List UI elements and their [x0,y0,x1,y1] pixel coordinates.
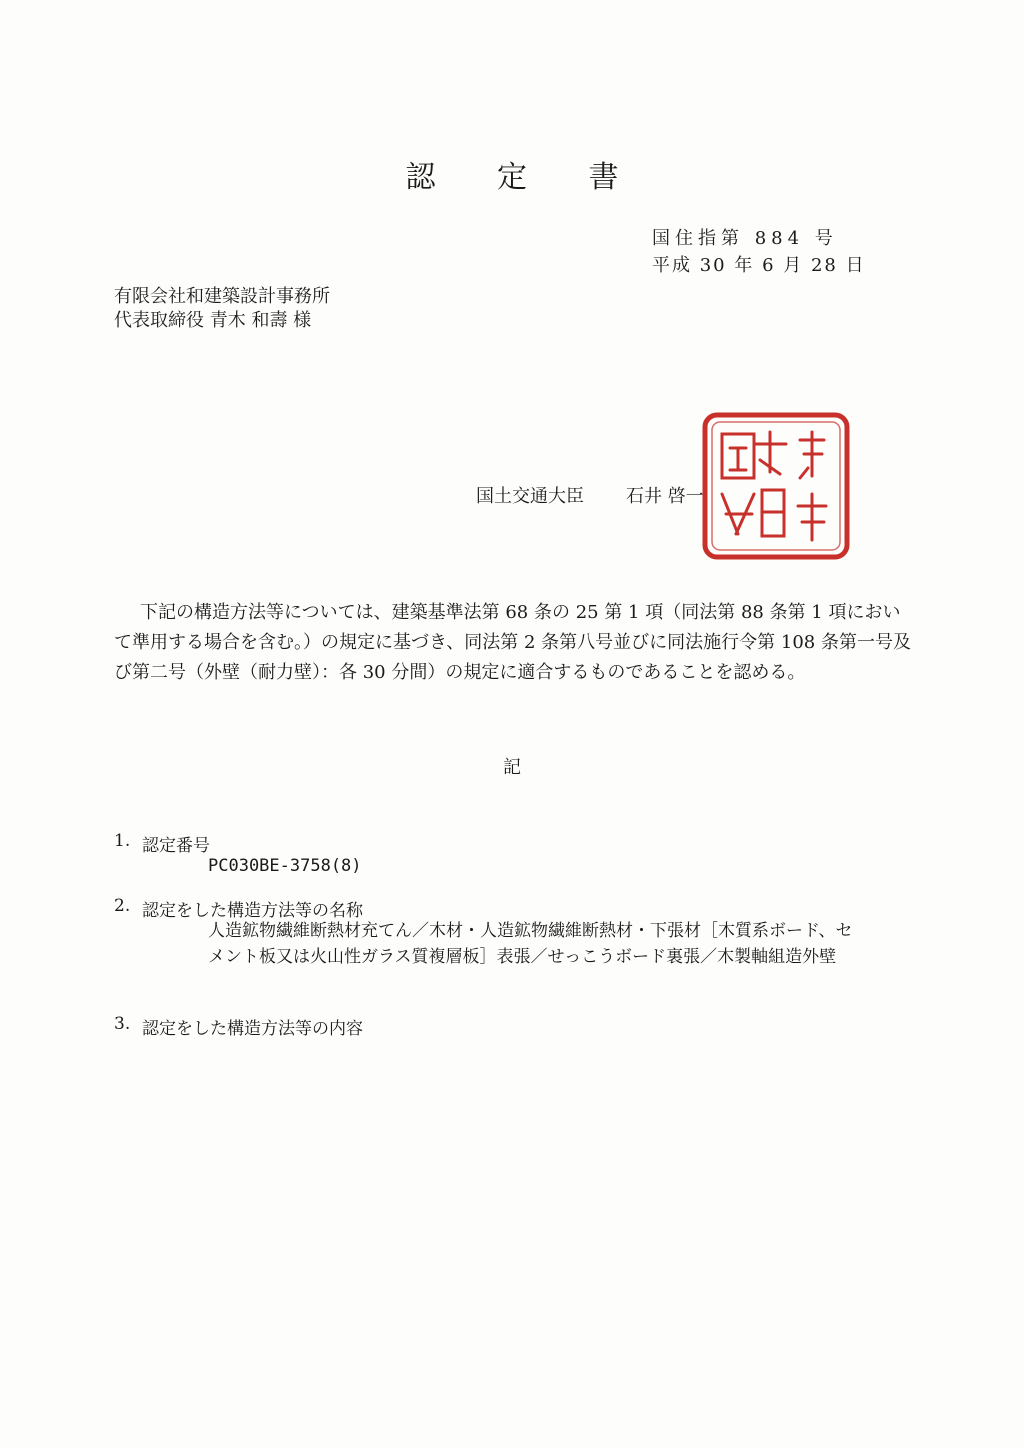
issuer-name: 石井 啓一 [626,486,704,507]
document-title: 認 定 書 [405,160,645,195]
recipient-name: 代表取締役 青木 和壽 様 [114,310,312,331]
reference-number: 国住指第 884 号 [652,228,838,249]
item-1-label: 認定番号 [142,836,210,856]
item-3-number: 3. [114,1014,131,1034]
issuer-title: 国土交通大臣 [476,486,584,507]
official-seal [700,410,852,562]
structural-method-name: 人造鉱物繊維断熱材充てん／木材・人造鉱物繊維断熱材・下張材［木質系ボード、セメント板又は火山性ガラス質複層板］表張／せっこうボード裏張／木製軸組造外壁 [208,921,853,967]
item-2-number: 2. [114,896,131,916]
certification-number: PC030BE-3758(8) [208,856,362,876]
certificate-body: 下記の構造方法等については、建築基準法第 68 条の 25 第 1 項（同法第 88 条第 1 項において準用する場合を含む。）の規定に基づき、同法第 2 条第八号並びに同法施行令第 108 条第一号及び第二号（外壁（耐力壁）：各 30 分間）の規定に適合するものであることを認める。 [114,602,911,683]
issue-date: 平成 30 年 6 月 28 日 [652,255,866,276]
recipient-company: 有限会社和建築設計事務所 [114,286,330,307]
item-1-number: 1. [114,831,131,851]
item-2-label: 認定をした構造方法等の名称 [142,901,363,921]
item-3-label: 認定をした構造方法等の内容 [142,1019,363,1039]
ki-heading: 記 [503,757,521,778]
